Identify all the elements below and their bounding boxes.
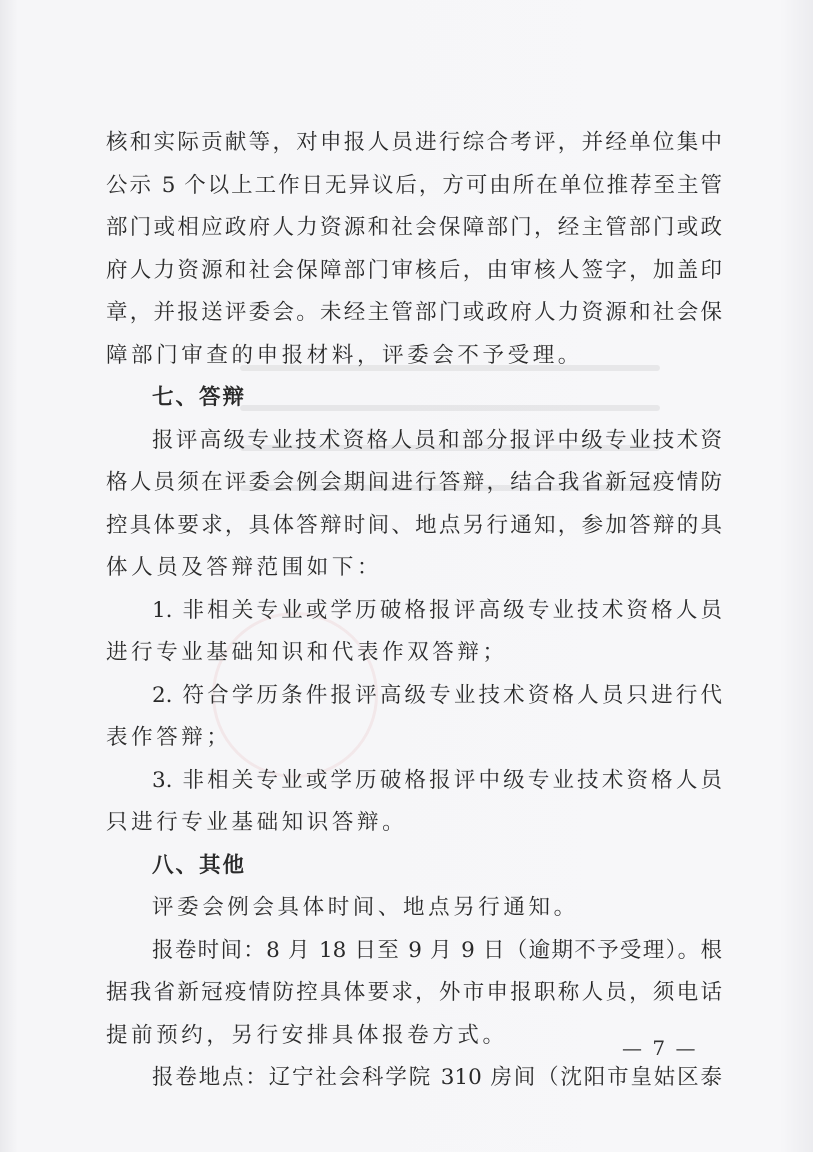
body-line: 控具体要求，具体答辩时间、地点另行通知，参加答辩的具	[106, 512, 722, 538]
list-item-1: 1. 非相关专业或学历破格报评高级专业技术资格人员	[152, 597, 722, 623]
list-item-3: 3. 非相关专业或学历破格报评中级专业技术资格人员	[152, 767, 722, 793]
body-line: 体人员及答辩范围如下：	[106, 555, 383, 580]
list-item-2-cont: 表作答辩；	[106, 725, 232, 750]
body-line: 核和实际贡献等，对申报人员进行综合考评，并经单位集中	[106, 130, 722, 155]
list-item-1-cont: 进行专业基础知识和代表作双答辩；	[106, 640, 508, 665]
body-line: 章，并报送评委会。未经主管部门或政府人力资源和社会保	[106, 300, 722, 325]
submission-place: 报卷地点：辽宁社会科学院 310 房间（沈阳市皇姑区泰	[152, 1065, 722, 1090]
list-item-2: 2. 符合学历条件报评高级专业技术资格人员只进行代	[152, 682, 722, 708]
body-line: 报评高级专业技术资格人员和部分报评中级专业技术资	[152, 427, 722, 453]
body-line: 府人力资源和社会保障部门审核后，由审核人签字，加盖印	[106, 257, 722, 283]
document-body	[106, 122, 722, 1100]
section-heading-defense: 七、答辩	[152, 385, 247, 410]
body-line: 障部门审查的申报材料，评委会不予受理。	[106, 342, 583, 368]
body-line: 格人员须在评委会例会期间进行答辩，结合我省新冠疫情防	[106, 470, 722, 495]
body-line: 评委会例会具体时间、地点另行通知。	[152, 895, 579, 920]
body-line: 公示 5 个以上工作日无异议后，方可由所在单位推荐至主管	[106, 172, 722, 198]
page-number: — 7 —	[622, 1036, 698, 1060]
section-heading-other: 八、其他	[152, 852, 247, 878]
submission-time: 报卷时间：8 月 18 日至 9 月 9 日（逾期不予受理）。根	[152, 937, 722, 963]
body-line: 据我省新冠疫情防控具体要求，外市申报职称人员，须电话	[106, 980, 722, 1005]
body-line: 提前预约，另行安排具体报卷方式。	[106, 1022, 508, 1048]
body-line: 部门或相应政府人力资源和社会保障部门，经主管部门或政	[106, 215, 722, 240]
list-item-3-cont: 只进行专业基础知识答辩。	[106, 810, 408, 835]
